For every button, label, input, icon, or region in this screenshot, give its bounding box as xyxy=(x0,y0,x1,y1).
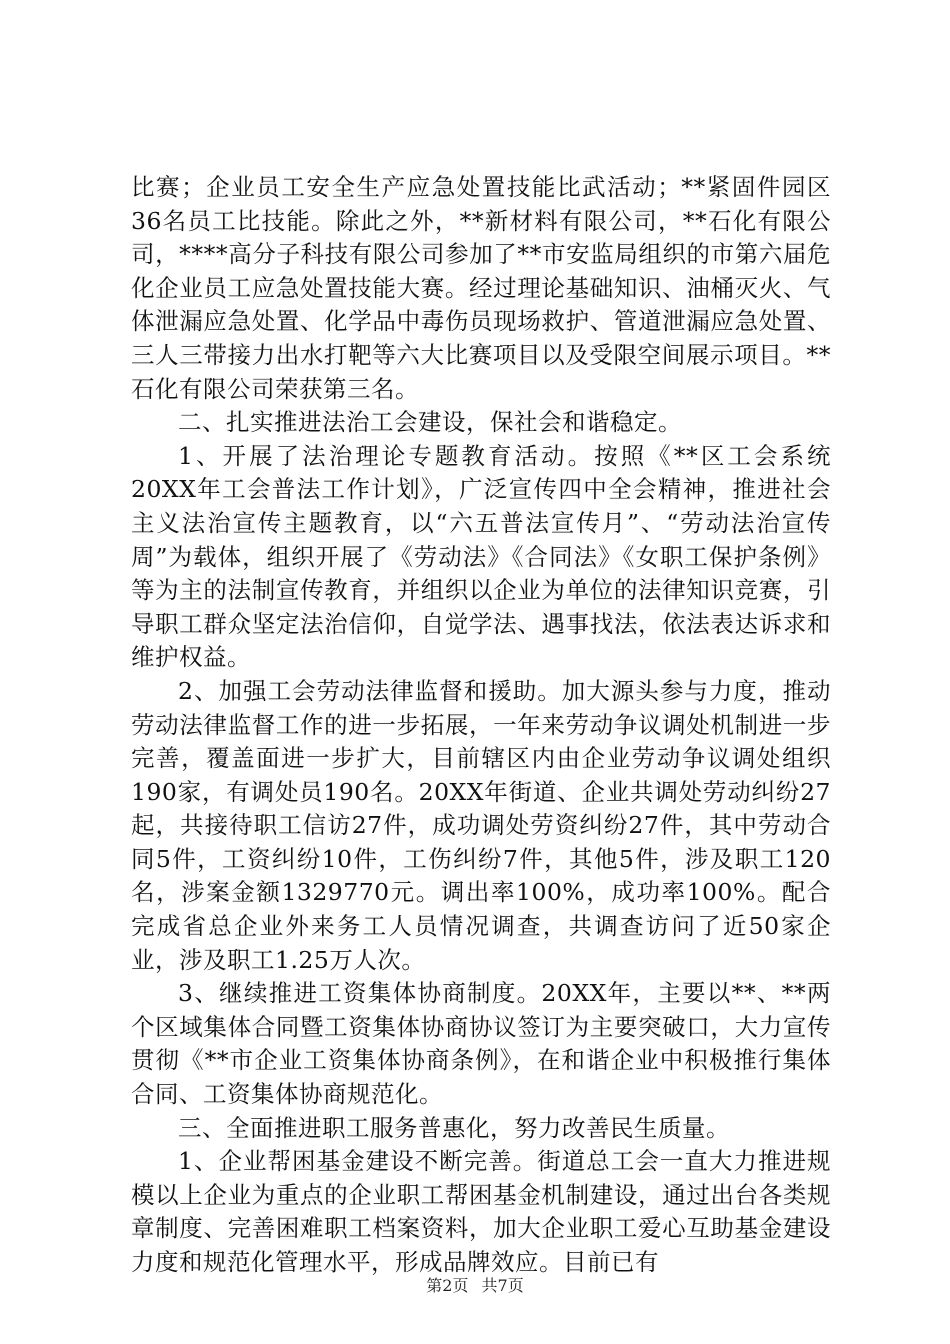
paragraph-3-1: 1、企业帮困基金建设不断完善。街道总工会一直大力推进规模以上企业为重点的企业职工帮困基金机制建设，通过出台各类规章制度、完善困难职工档案资料，加大企业职工爱心互助基金建设力度和规范化管理水平，形成品牌效应。目前已有 xyxy=(131,1147,831,1276)
section-heading-3: 三、全面推进职工服务普惠化，努力改善民生质量。 xyxy=(178,1113,730,1142)
paragraph-continuation: 比赛；企业员工安全生产应急处置技能比武活动；**紧固件园区36名员工比技能。除此之外，**新材料有限公司，**石化有限公司，****高分子科技有限公司参加了**市安监局组织的市第六届危化企业员工应急处置技能大赛。经过理论基础知识、油桶灭火、气体泄漏应急处置、化学品中毒伤员现场救护、管道泄漏应急处置、三人三带接力出水打靶等六大比赛项目以及受限空间展示项目。**石化有限公司荣获第三名。 xyxy=(131,173,831,403)
paragraph-2-1: 1、开展了法治理论专题教育活动。按照《**区工会系统20XX年工会普法工作计划》，广泛宣传四中全会精神，推进社会主义法治宣传主题教育，以“六五普法宣传月”、“劳动法治宣传周”为载体，组织开展了《劳动法》《合同法》《女职工保护条例》等为主的法制宣传教育，并组织以企业为单位的法律知识竞赛，引导职工群众坚定法治信仰，自觉学法、遇事找法，依法表达诉求和维护权益。 xyxy=(131,441,831,672)
section-heading-2: 二、扎实推进法治工会建设，保社会和谐稳定。 xyxy=(178,408,682,437)
page-number: 第2页 xyxy=(426,1276,469,1295)
paragraph-2-2: 2、加强工会劳动法律监督和援助。加大源头参与力度，推动劳动法律监督工作的进一步拓展，一年来劳动争议调处机制进一步完善，覆盖面进一步扩大，目前辖区内由企业劳动争议调处组织190家，有调处员190名。20XX年街道、企业共调处劳动纠纷27起，共接待职工信访27件，成功调处劳资纠纷27件，其中劳动合同5件，工资纠纷10件，工伤纠纷7件，其他5件，涉及职工120名，涉案金额1329770元。调出率100%，成功率100%。配合完成省总企业外来务工人员情况调查，共调查访问了近50家企业，涉及职工1.25万人次。 xyxy=(131,676,831,974)
paragraph-2-3: 3、继续推进工资集体协商制度。20XX年，主要以**、**两个区域集体合同暨工资集体协商协议签订为主要突破口，大力宣传贯彻《**市企业工资集体协商条例》，在和谐企业中积极推行集体合同、工资集体协商规范化。 xyxy=(131,979,831,1109)
page-total: 共7页 xyxy=(481,1276,524,1295)
page-footer xyxy=(0,1276,950,1296)
document-body xyxy=(131,171,831,1280)
